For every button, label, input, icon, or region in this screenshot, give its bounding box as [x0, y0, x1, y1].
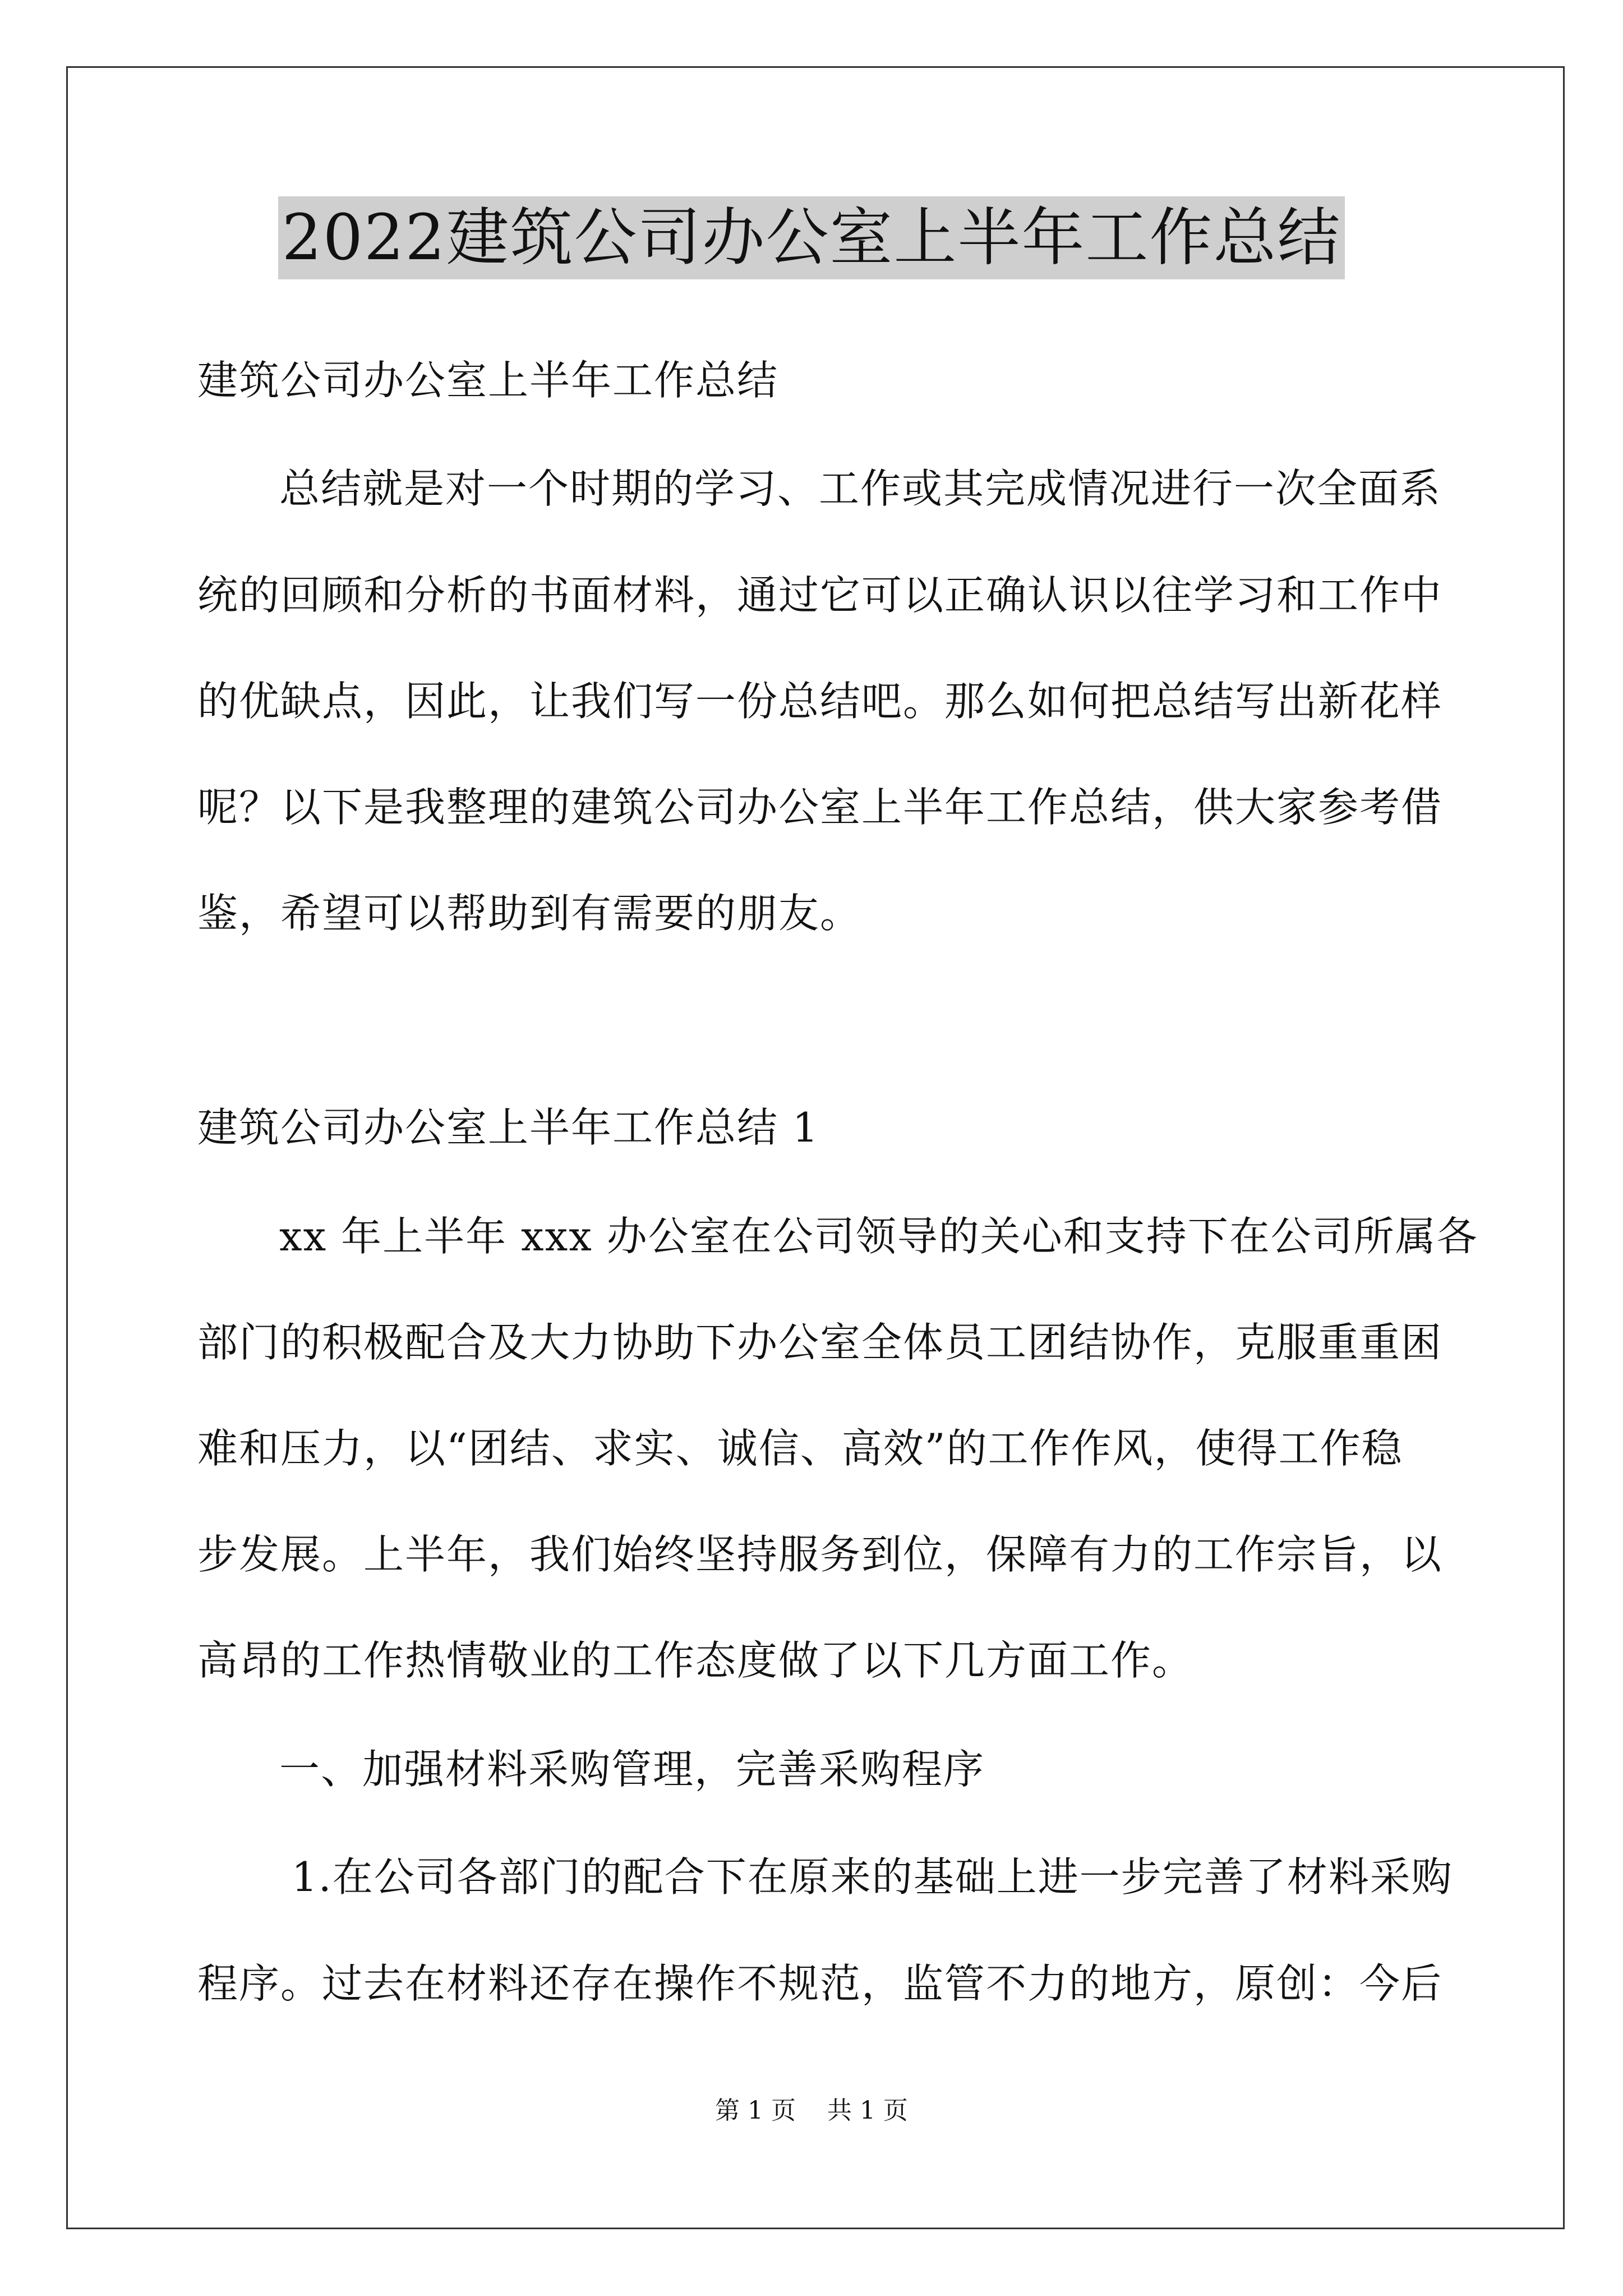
document-subtitle: 建筑公司办公室上半年工作总结 — [197, 357, 779, 404]
item1-heading: 一、加强材料采购管理，完善采购程序 — [279, 1746, 985, 1793]
intro-line-2: 统的回顾和分析的书面材料，通过它可以正确认识以往学习和工作中 — [197, 572, 1443, 619]
section1-line-4: 步发展。上半年，我们始终坚持服务到位，保障有力的工作宗旨，以 — [197, 1531, 1443, 1578]
section1-line-3: 难和压力，以“团结、求实、诚信、高效”的工作作风，使得工作稳 — [197, 1425, 1403, 1472]
item1-line-1: 1.在公司各部门的配合下在原来的基础上进一步完善了材料采购 — [292, 1853, 1453, 1901]
page-footer: 第 1 页 共 1 页 — [715, 2096, 908, 2125]
section1-line-2: 部门的积极配合及大力协助下办公室全体员工团结协作，克服重重困 — [197, 1319, 1443, 1366]
document-title: 2022建筑公司办公室上半年工作总结 — [278, 196, 1344, 279]
intro-line-5: 鉴，希望可以帮助到有需要的朋友。 — [197, 890, 862, 937]
section1-line-1: xx 年上半年 xxx 办公室在公司领导的关心和支持下在公司所属各 — [279, 1213, 1478, 1260]
intro-line-1: 总结就是对一个时期的学习、工作或其完成情况进行一次全面系 — [279, 465, 1442, 512]
section1-heading: 建筑公司办公室上半年工作总结 1 — [197, 1104, 819, 1151]
intro-line-3: 的优缺点，因此，让我们写一份总结吧。那么如何把总结写出新花样 — [197, 678, 1443, 725]
item1-line-2: 程序。过去在材料还存在操作不规范，监管不力的地方，原创：今后 — [197, 1960, 1443, 2007]
title-wrap — [0, 196, 1623, 279]
section1-line-5: 高昂的工作热情敬业的工作态度做了以下几方面工作。 — [197, 1637, 1194, 1684]
intro-line-4: 呢？以下是我整理的建筑公司办公室上半年工作总结，供大家参考借 — [197, 784, 1443, 831]
